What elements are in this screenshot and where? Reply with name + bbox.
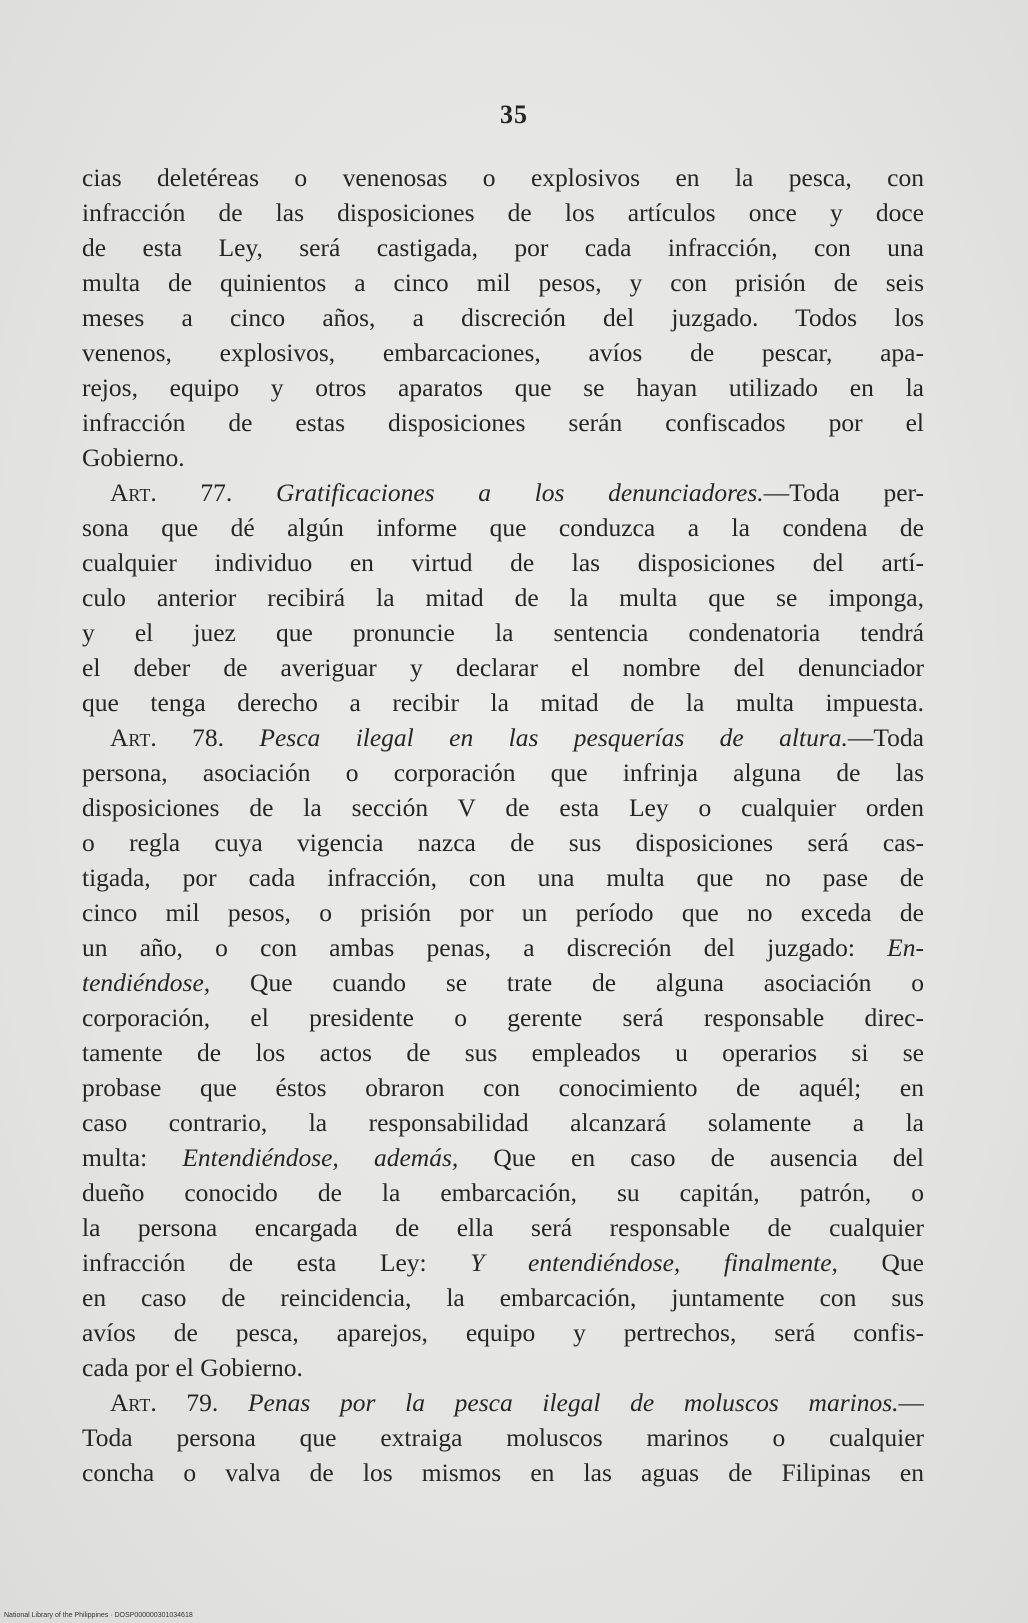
footer-note: National Library of the Philippines · DOSP000000301034618 (4, 1612, 193, 1619)
text-line (82, 1245, 924, 1280)
text-run: Que (837, 1248, 924, 1277)
text-line (82, 930, 924, 965)
text-run: concha o valva de los mismos en las aguas de Filipinas en (82, 1458, 924, 1487)
text-line (82, 1140, 924, 1175)
text-line (82, 1175, 924, 1210)
text-run: culo anterior recibirá la mitad de la multa que se imponga, (82, 583, 924, 612)
text-line (82, 650, 924, 685)
text-run: multa de quinientos a cinco mil pesos, y con prisión de seis (82, 268, 924, 297)
text-run: caso contrario, la responsabilidad alcanzará solamente a la (82, 1108, 924, 1137)
text-run: dueño conocido de la embarcación, su capitán, patrón, o (82, 1178, 924, 1207)
text-line (82, 685, 924, 720)
text-run: persona, asociación o corporación que infrinja alguna de las (82, 758, 924, 787)
text-run: multa: (82, 1143, 183, 1172)
text-line (82, 720, 924, 755)
italic-text: Entendiéndose, además, (182, 1143, 459, 1172)
text-line (82, 1210, 924, 1245)
text-line (82, 825, 924, 860)
page-number: 35 (500, 100, 528, 129)
text-run: — (898, 1388, 924, 1417)
text-run: el deber de averiguar y declarar el nombre del denunciador (82, 653, 924, 682)
text-line (82, 1105, 924, 1140)
text-line (82, 1315, 924, 1350)
text-line (82, 1000, 924, 1035)
text-run: un año, o con ambas penas, a discreción del juzgado: (82, 933, 888, 962)
text-line (82, 300, 924, 335)
text-line (82, 265, 924, 300)
text-line (82, 370, 924, 405)
text-line (82, 510, 924, 545)
text-line (82, 1455, 924, 1490)
text-run: en caso de reincidencia, la embarcación, juntamente con sus (82, 1283, 924, 1312)
text-line (82, 580, 924, 615)
text-run: probase que éstos obraron con conocimiento de aquél; en (82, 1073, 924, 1102)
text-run: cias deletéreas o venenosas o explosivos en la pesca, con (82, 163, 924, 192)
text-run: o regla cuya vigencia nazca de sus disposiciones será cas- (82, 828, 924, 857)
text-run: infracción de las disposiciones de los artículos once y doce (82, 198, 924, 227)
text-line (82, 755, 924, 790)
text-run: la persona encargada de ella será responsable de cualquier (82, 1213, 924, 1242)
text-run: rejos, equipo y otros aparatos que se hayan utilizado en la (82, 373, 924, 402)
text-line (82, 475, 924, 510)
text-line (82, 1420, 924, 1455)
text-run: infracción de estas disposiciones serán confiscados por el (82, 408, 924, 437)
text-run: cinco mil pesos, o prisión por un período que no exceda de (82, 898, 924, 927)
text-run: infracción de esta Ley: (82, 1248, 471, 1277)
text-line (82, 1070, 924, 1105)
text-run: disposiciones de la sección V de esta Ley o cualquier orden (82, 793, 924, 822)
text-run: y el juez que pronuncie la sentencia condenatoria tendrá (82, 618, 924, 647)
text-run: corporación, el presidente o gerente será responsable direc- (82, 1003, 924, 1032)
article-label: Art (110, 723, 151, 752)
text-run: . 77. (150, 478, 276, 507)
text-run: venenos, explosivos, embarcaciones, avíos de pescar, apa- (82, 338, 924, 367)
text-run: —Toda (847, 723, 924, 752)
body-text (82, 160, 924, 1490)
italic-text: Penas por la pesca ilegal de moluscos marinos. (247, 1388, 899, 1417)
text-line (82, 965, 924, 1000)
text-line (82, 1385, 924, 1420)
text-run: sona que dé algún informe que conduzca a la condena de (82, 513, 924, 542)
text-run: tamente de los actos de sus empleados u operarios si se (82, 1038, 924, 1067)
italic-text: En- (887, 933, 924, 962)
text-line (82, 195, 924, 230)
text-run: cualquier individuo en virtud de las disposiciones del artí- (82, 548, 924, 577)
text-line (82, 440, 924, 475)
text-run: avíos de pesca, aparejos, equipo y pertrechos, será confis- (82, 1318, 924, 1347)
text-line (82, 895, 924, 930)
text-line (82, 1035, 924, 1070)
text-run: meses a cinco años, a discreción del juzgado. Todos los (82, 303, 924, 332)
text-run: Que cuando se trate de alguna asociación o (210, 968, 924, 997)
text-line (82, 790, 924, 825)
italic-text: Pesca ilegal en las pesquerías de altura. (259, 723, 848, 752)
text-run: . 79. (150, 1388, 248, 1417)
text-line (82, 230, 924, 265)
text-line (82, 405, 924, 440)
text-line (82, 615, 924, 650)
text-run: de esta Ley, será castigada, por cada infracción, con una (82, 233, 924, 262)
text-line (82, 1280, 924, 1315)
text-run: Gobierno. (82, 443, 185, 472)
text-run: tigada, por cada infracción, con una multa que no pase de (82, 863, 924, 892)
text-line (82, 545, 924, 580)
text-run: cada por el Gobierno. (82, 1353, 303, 1382)
text-run: . 78. (150, 723, 260, 752)
text-run: Toda persona que extraiga moluscos marinos o cualquier (82, 1423, 924, 1452)
text-run: Que en caso de ausencia del (458, 1143, 924, 1172)
text-line (82, 1350, 924, 1385)
italic-text: Y entendiéndose, finalmente, (470, 1248, 838, 1277)
article-label: Art (110, 1388, 151, 1417)
text-line (82, 335, 924, 370)
text-line (82, 160, 924, 195)
text-run: que tenga derecho a recibir la mitad de la multa impuesta. (82, 688, 924, 717)
text-run: —Toda per- (763, 478, 924, 507)
article-label: Art (110, 478, 151, 507)
italic-text: Gratificaciones a los denunciadores. (275, 478, 764, 507)
italic-text: tendiéndose, (82, 968, 211, 997)
text-line (82, 860, 924, 895)
